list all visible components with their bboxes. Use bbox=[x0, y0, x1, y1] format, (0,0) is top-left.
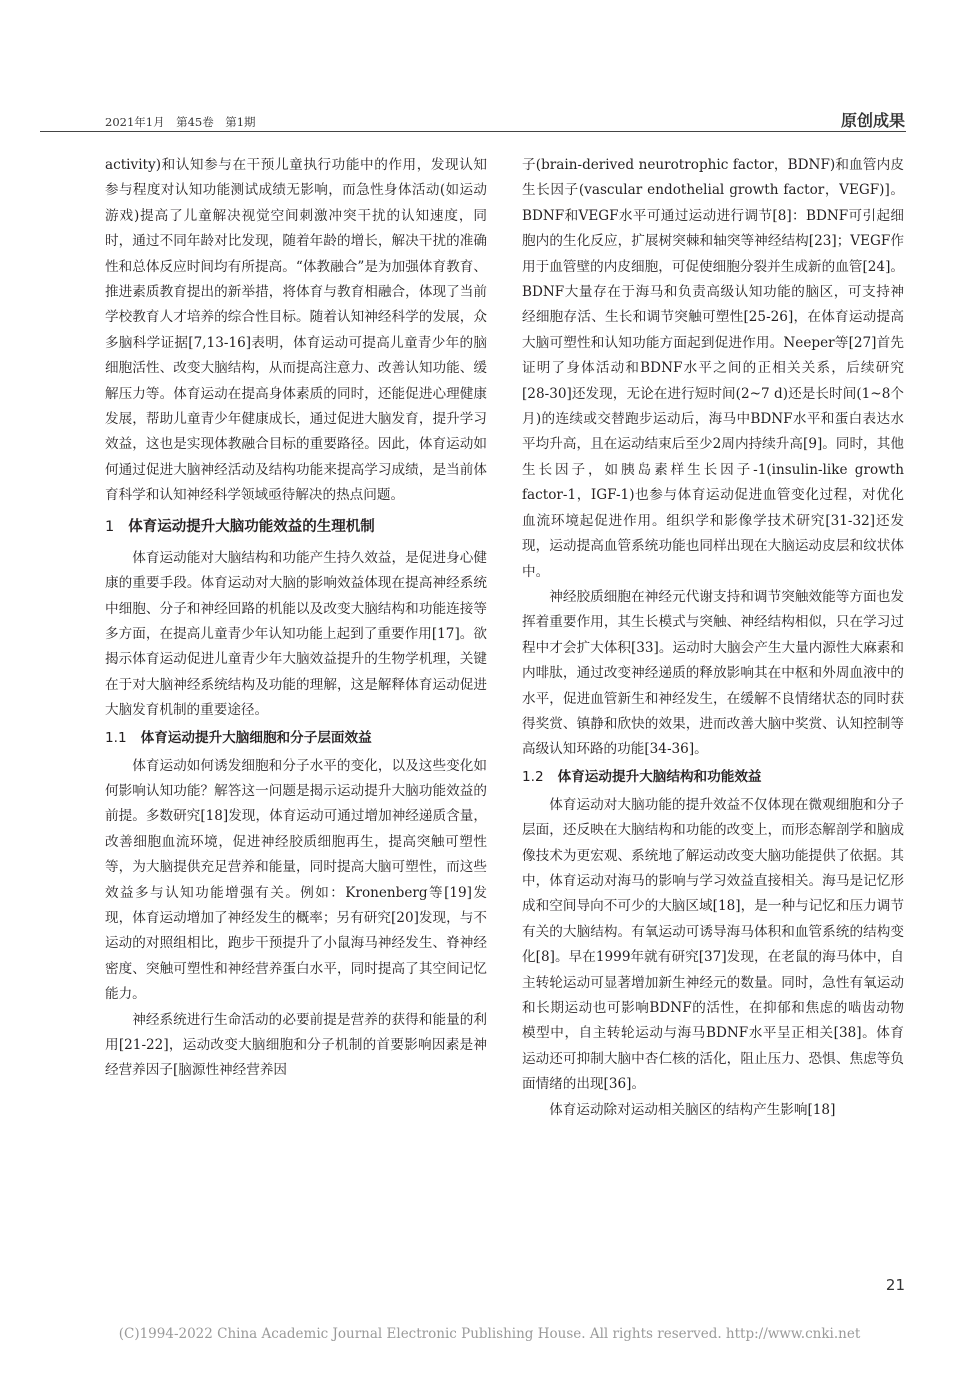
subsection-title: 体育运动提升大脑细胞和分子层面效益 bbox=[140, 729, 372, 746]
paragraph: 体育运动对大脑功能的提升效益不仅体现在微观细胞和分子层面，还反映在大脑结构和功能的改变上，而形态解剖学和脑成像技术为更宏观、系统地了解运动改变大脑功能提供了依据。其中，体育运动对海马的影响与学习效益直接相关。海马是记忆形成和空间导向不可少的大脑区域[18]，是一种与记忆和压力调节有关的大脑结构。有氧运动可诱导海马体积和血管系统的结构变化[8]。早在1999年就有研究[37]发现，在老鼠的海马体中，自主转轮运动可显著增加新生神经元的数量。同时，急性有氧运动和长期运动也可影响BDNF的活性，在抑郁和焦虑的啮齿动物模型中，自主转轮运动与海马BDNF水平呈正相关[38]。体育运动还可抑制大脑中杏仁核的活化，阻止压力、恐惧、焦虑等负面情绪的出现[36]。 bbox=[522, 796, 904, 1093]
copyright-footer: (C)1994-2022 China Academic Journal Electronic Publishing House. All rights reserved. http://www.cnki.net bbox=[118, 1326, 861, 1342]
header-divider bbox=[40, 131, 906, 132]
paragraph: activity)和认知参与在干预儿童执行功能中的作用，发现认知参与程度对认知功能测试成绩无影响，而急性身体活动(如运动游戏)提高了儿童解决视觉空间刺激冲突干扰的认知速度，同时，通过不同年龄对比发现，随着年龄的增长，解决干扰的准确性和总体反应时间均有所提高。“体教融合”是为加强体育教育、推进素质教育提出的新举措，将体育与教育相融合，体现了当前学校教育人才培养的综合性目标。随着认知神经科学的发展，众多脑科学证据[7,13-16]表明，体育运动可提高儿童青少年的脑细胞活性、改变大脑结构，从而提高注意力、改善认知功能、缓解压力等。体育运动在提高身体素质的同时，还能促进心理健康发展，帮助儿童青少年健康成长，通过促进大脑发育，提升学习效益，这也是实现体教融合目标的重要路径。因此，体育运动如何通过促进大脑神经活动及结构功能来提高学习成绩，是当前体育科学和认知神经科学领域亟待解决的热点问题。 bbox=[105, 157, 487, 504]
section-label: 原创成果 bbox=[840, 111, 905, 130]
paragraph: 体育运动除对运动相关脑区的结构产生影响[18] bbox=[549, 1101, 836, 1118]
subsection-heading bbox=[522, 765, 904, 790]
section-number: 1 bbox=[105, 518, 115, 535]
paragraph: 神经系统进行生命活动的必要前提是营养的获得和能量的利用[21-22]，运动改变大脑细胞和分子机制的首要影响因素是神经营养因子[脑源性神经营养因 bbox=[105, 1011, 487, 1079]
subsection-heading bbox=[105, 726, 487, 751]
running-header bbox=[105, 108, 905, 132]
subsection-number: 1.1 bbox=[105, 729, 127, 746]
subsection-title: 体育运动提升大脑结构和功能效益 bbox=[557, 768, 762, 785]
paragraph: 体育运动能对大脑结构和功能产生持久效益，是促进身心健康的重要手段。体育运动对大脑的影响效益体现在提高神经系统中细胞、分子和神经回路的机能以及改变大脑结构和功能连接等多方面，在提高儿童青少年认知功能上起到了重要作用[17]。欲揭示体育运动促进儿童青少年大脑效益提升的生物学机理，关键在于对大脑神经系统结构及功能的理解，这是解释体育运动促进大脑发育机制的重要途径。 bbox=[105, 549, 487, 719]
left-column bbox=[105, 153, 487, 1084]
paragraph: 子(brain-derived neurotrophic factor，BDNF)和血管内皮生长因子(vascular endothelial growth factor，VEGF)]。BDNF和VEGF水平可通过运动进行调节[8]：BDNF可引起细胞内的生化反应，扩展树突棘和轴突等神经结构[23]；VEGF作用于血管壁的内皮细胞，可促使细胞分裂并生成新的血管[24]。BDNF大量存在于海马和负责高级认知功能的脑区，可支持神经细胞存活、生长和调节突触可塑性[25-26]，在体育运动提高大脑可塑性和认知功能方面起到促进作用。Neeper等[27]首先证明了身体活动和BDNF水平之间的正相关关系，后续研究[28-30]还发现，无论在进行短时间(2~7 d)还是长时间(1~8个月)的连续或交替跑步运动后，海马中BDNF水平和蛋白表达水平均升高，且在运动结束后至少2周内持续升高[9]。同时，其他生长因子，如胰岛素样生长因子-1(insulin-like growth factor-1，IGF-1)也参与体育运动促进血管变化过程，对优化血流环境起促进作用。组织学和影像学技术研究[31-32]还发现，运动提高血管系统功能也同样出现在大脑运动皮层和纹状体中。 bbox=[522, 157, 904, 580]
subsection-number: 1.2 bbox=[522, 768, 544, 785]
paragraph: 神经胶质细胞在神经元代谢支持和调节突触效能等方面也发挥着重要作用，其生长模式与突触、神经结构相似，只在学习过程中才会扩大体积[33]。运动时大脑会产生大量内源性大麻素和内啡肽，通过改变神经递质的释放影响其在中枢和外周血液中的水平，促进血管新生和神经发生，在缓解不良情绪状态的同时获得奖赏、镇静和欣快的效果，进而改善大脑中奖赏、认知控制等高级认知环路的功能[34-36]。 bbox=[522, 588, 904, 758]
journal-issue: 2021年1月 第45卷 第1期 bbox=[105, 115, 256, 129]
right-column bbox=[522, 153, 904, 1123]
page-number: 21 bbox=[885, 1276, 905, 1294]
paragraph: 体育运动如何诱发细胞和分子水平的变化，以及这些变化如何影响认知功能？解答这一问题是揭示运动提升大脑功能效益的前提。多数研究[18]发现，体育运动可通过增加神经递质含量，改善细胞血流环境，促进神经胶质细胞再生，提高突触可塑性等，为大脑提供充足营养和能量，同时提高大脑可塑性，而这些效益多与认知功能增强有关。例如：Kronenberg等[19]发现，体育运动增加了神经发生的概率；另有研究[20]发现，与不运动的对照组相比，跑步干预提升了小鼠海马神经发生、脊神经密度、突触可塑性和神经营养蛋白水平，同时提高了其空间记忆能力。 bbox=[105, 757, 487, 1003]
section-heading bbox=[105, 515, 487, 540]
section-title: 体育运动提升大脑功能效益的生理机制 bbox=[128, 518, 375, 535]
